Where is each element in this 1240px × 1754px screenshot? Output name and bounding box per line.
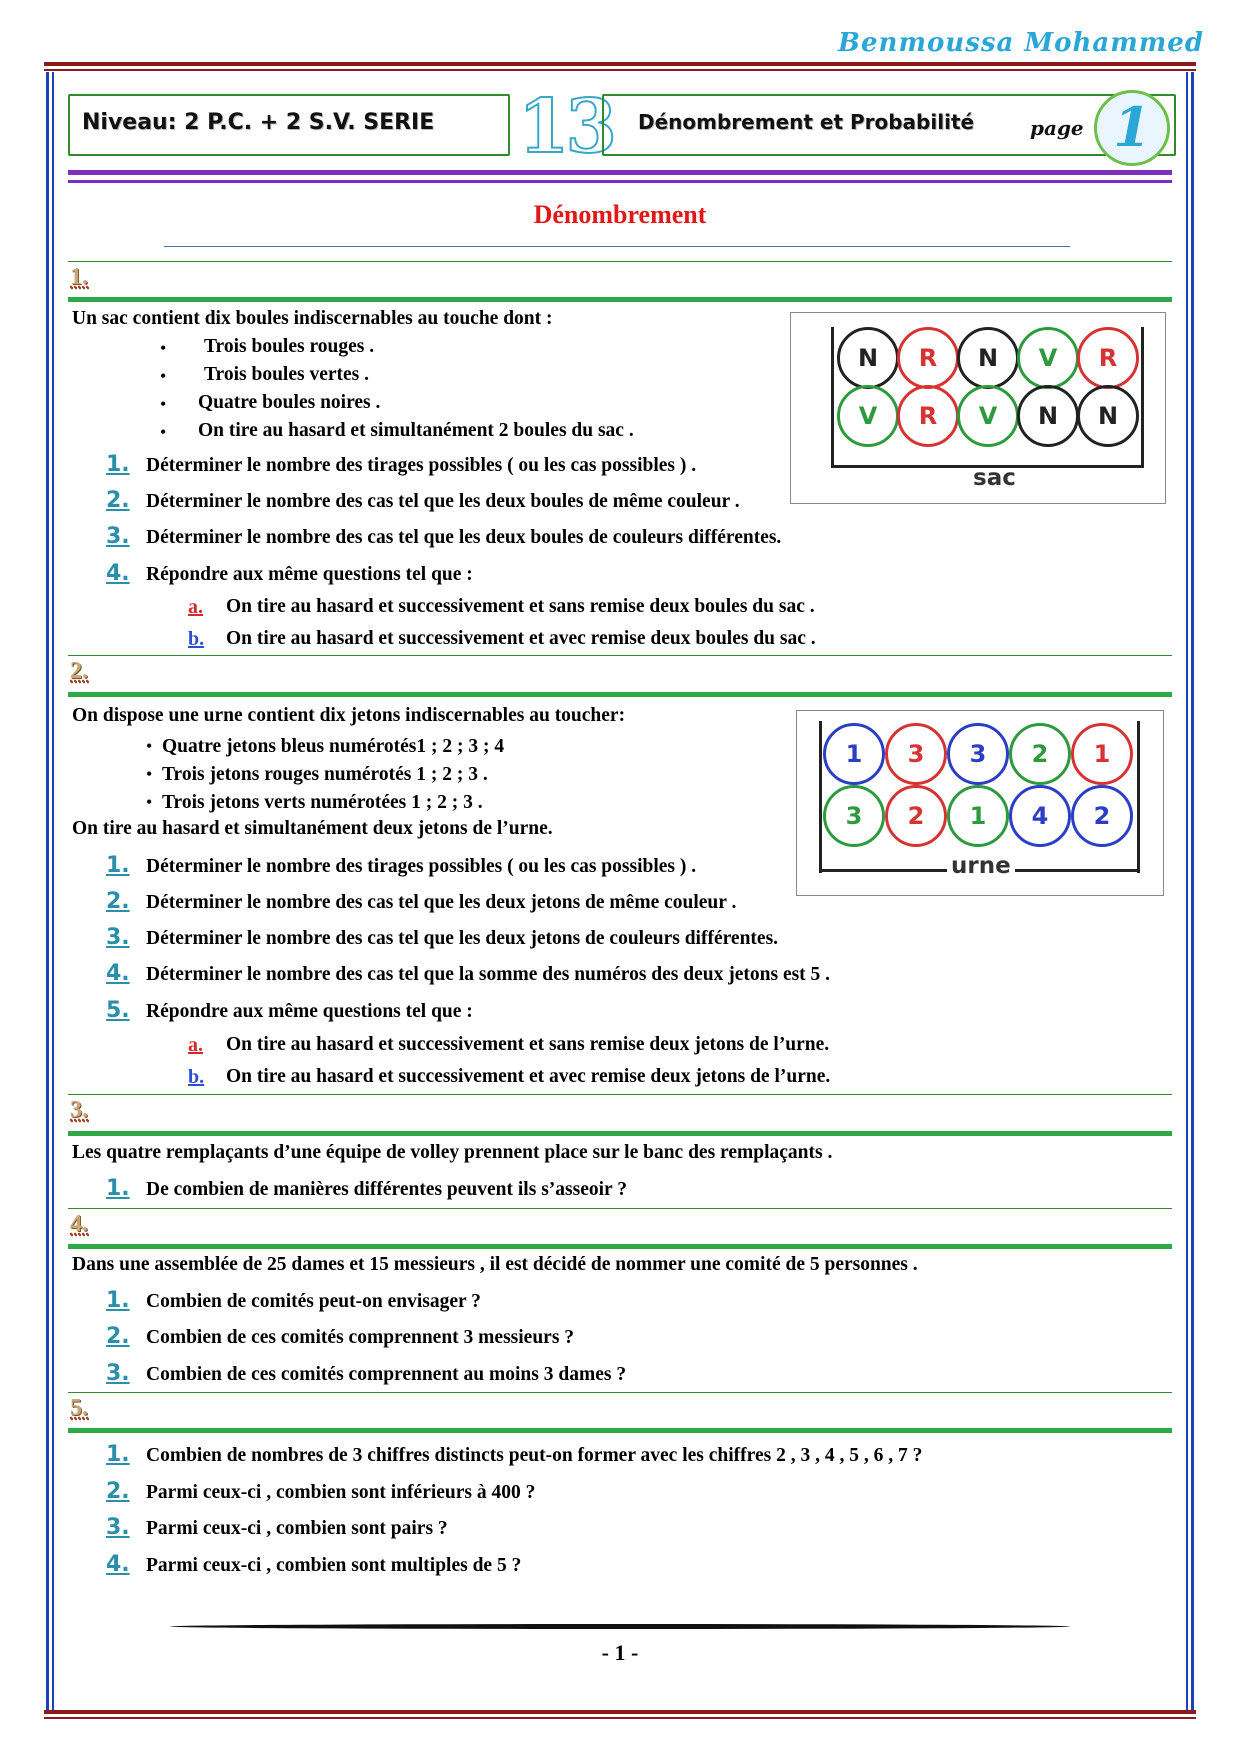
ex2-bullet: Trois jetons verts numérotées 1 ; 2 ; 3 . [162,792,483,813]
page-number-badge: 1 [1094,90,1170,166]
ex5-rule-top [68,1392,1172,1393]
urne-ball: 3 [947,723,1009,785]
ex5-q3-text: Parmi ceux-ci , combien sont pairs ? [146,1518,448,1539]
header-divider-thin [68,180,1172,183]
ex4-q2-number: 2. [106,1324,130,1349]
ex4-q2-text: Combien de ces comités comprennent 3 messieurs ? [146,1327,575,1348]
ex1-bullet: Quatre boules noires . [198,392,381,413]
ex2-rule-top [68,655,1172,656]
footer-rule [170,1624,1070,1629]
sac-figure [790,312,1166,504]
ex2-number: 2. [70,658,88,684]
ex2-q3-number: 3. [106,925,130,950]
ex2-sub-b-label: b. [188,1066,205,1088]
ex1-q1-number: 1. [106,452,130,477]
ex2-bullet: Trois jetons rouges numérotés 1 ; 2 ; 3 . [162,764,488,785]
ex3-rule-top [68,1094,1172,1095]
ex4-q1-number: 1. [106,1288,130,1313]
bullet-icon: • [160,366,167,386]
ex2-sub-b-text: On tire au hasard et successivement et avec remise deux jetons de l’urne. [226,1066,831,1087]
frame-left-inner [52,72,54,1710]
ex1-sub-b-label: b. [188,628,205,650]
frame-top [44,62,1196,66]
page-label: page [1030,116,1084,140]
ex4-intro: Dans une assemblée de 25 dames et 15 messieurs , il est décidé de nommer une comité de 5 personnes . [72,1254,918,1275]
ex5-q1-text: Combien de nombres de 3 chiffres distincts peut-on former avec les chiffres 2 , 3 , 4 , 5 , 6 , 7 ? [146,1445,923,1466]
ex2-q3-text: Déterminer le nombre des cas tel que les deux jetons de couleurs différentes. [146,928,779,949]
urne-label: urne [947,853,1015,879]
ex2-bullet: Quatre jetons bleus numérotés1 ; 2 ; 3 ; 4 [162,736,505,757]
frame-left [46,72,49,1710]
urne-ball: 3 [823,785,885,847]
urne-ball: 1 [823,723,885,785]
level-label: Niveau: 2 P.C. + 2 S.V. SERIE [82,110,435,135]
ex3-intro: Les quatre remplaçants d’une équipe de volley prennent place sur le banc des remplaçants . [72,1142,833,1163]
ex4-q1-text: Combien de comités peut-on envisager ? [146,1291,481,1312]
ex1-q1-text: Déterminer le nombre des tirages possibles ( ou les cas possibles ) . [146,455,697,476]
ex1-bullet: Trois boules vertes . [204,364,370,385]
ex3-q1-text: De combien de manières différentes peuvent ils s’asseoir ? [146,1179,627,1200]
ex1-q3-text: Déterminer le nombre des cas tel que les deux boules de couleurs différentes. [146,527,782,548]
sac-wall-left [831,327,834,467]
ex1-q4-text: Répondre aux même questions tel que : [146,564,473,585]
bullet-icon: • [146,736,153,756]
bullet-icon: • [160,422,167,442]
urne-ball: 1 [947,785,1009,847]
ex1-sub-b-text: On tire au hasard et successivement et avec remise deux boules du sac . [226,628,816,649]
bullet-icon: • [146,764,153,784]
ex2-q1-number: 1. [106,853,130,878]
ex1-sub-a-label: a. [188,596,203,618]
urne-ball: 2 [1071,785,1133,847]
subject-label: Dénombrement et Probabilité [638,110,975,134]
ex2-q2-text: Déterminer le nombre des cas tel que les deux jetons de même couleur . [146,892,737,913]
ex4-q3-number: 3. [106,1361,130,1386]
urne-figure [796,710,1164,896]
ex4-q3-text: Combien de ces comités comprennent au moins 3 dames ? [146,1364,627,1385]
sac-ball: V [957,385,1019,447]
urne-ball: 2 [885,785,947,847]
urne-wall-left [819,721,822,873]
ex5-q2-number: 2. [106,1479,130,1504]
sac-ball: R [897,385,959,447]
ex1-q2-text: Déterminer le nombre des cas tel que les deux boules de même couleur . [146,491,740,512]
sac-ball: N [1017,385,1079,447]
ex2-intro: On dispose une urne contient dix jetons indiscernables au toucher: [72,705,626,726]
ex1-q4-number: 4. [106,561,130,586]
ex2-q4-text: Déterminer le nombre des cas tel que la somme des numéros des deux jetons est 5 . [146,964,831,985]
frame-bottom [44,1710,1196,1714]
author-signature: Benmoussa Mohammed [838,28,1204,58]
ex2-sub-a-text: On tire au hasard et successivement et sans remise deux jetons de l’urne. [226,1034,830,1055]
ex2-q5-text: Répondre aux même questions tel que : [146,1001,473,1022]
urne-ball: 4 [1009,785,1071,847]
sac-label: sac [973,465,1016,491]
bullet-icon: • [160,394,167,414]
ex4-number: 4. [70,1211,88,1237]
bullet-icon: • [146,792,153,812]
ex5-q4-text: Parmi ceux-ci , combien sont multiples de 5 ? [146,1555,522,1576]
ex5-q1-number: 1. [106,1442,130,1467]
sac-ball: N [1077,385,1139,447]
ex2-intro2: On tire au hasard et simultanément deux jetons de l’urne. [72,818,553,839]
page-title: Dénombrement [533,200,707,229]
sac-ball: V [837,385,899,447]
frame-right [1191,72,1194,1710]
urne-wall-right [1137,721,1140,873]
urne-ball: 3 [885,723,947,785]
frame-right-inner [1186,72,1188,1710]
ex1-rule-top [68,261,1172,262]
ex4-rule-top [68,1208,1172,1209]
ex5-number: 5. [70,1395,88,1421]
ex3-number: 3. [70,1097,88,1123]
ex5-q4-number: 4. [106,1552,130,1577]
sac-ball: V [1017,327,1079,389]
urne-ball: 1 [1071,723,1133,785]
ex1-number: 1. [70,264,88,290]
sac-wall-right [1141,327,1144,467]
ex1-bullet: On tire au hasard et simultanément 2 boules du sac . [198,420,634,441]
ex5-q3-number: 3. [106,1515,130,1540]
ex2-q1-text: Déterminer le nombre des tirages possibles ( ou les cas possibles ) . [146,856,697,877]
serie-number: 13 [518,84,613,170]
footer-page-number: - 1 - [601,1640,639,1665]
sac-ball: N [837,327,899,389]
ex3-q1-number: 1. [106,1176,130,1201]
ex1-rule [68,297,1172,302]
ex4-rule [68,1244,1172,1249]
bullet-icon: • [160,338,167,358]
header-subject-box [602,94,1176,156]
ex1-sub-a-text: On tire au hasard et successivement et sans remise deux boules du sac . [226,596,815,617]
ex2-q5-number: 5. [106,998,130,1023]
ex2-rule [68,692,1172,697]
frame-bottom-inner [44,1717,1196,1719]
ex2-q2-number: 2. [106,889,130,914]
ex2-q4-number: 4. [106,961,130,986]
ex2-sub-a-label: a. [188,1034,203,1056]
header-divider [68,170,1172,175]
sac-ball: R [897,327,959,389]
ex3-rule [68,1131,1172,1136]
ex1-q3-number: 3. [106,524,130,549]
sac-ball: N [957,327,1019,389]
ex1-bullet: Trois boules rouges . [204,336,375,357]
frame-top-inner [44,69,1196,71]
sac-ball: R [1077,327,1139,389]
urne-ball: 2 [1009,723,1071,785]
title-underline [164,246,1070,247]
ex1-intro: Un sac contient dix boules indiscernables au touche dont : [72,308,553,329]
ex5-q2-text: Parmi ceux-ci , combien sont inférieurs à 400 ? [146,1482,536,1503]
header-level-box [68,94,510,156]
ex1-q2-number: 2. [106,488,130,513]
ex5-rule [68,1428,1172,1433]
